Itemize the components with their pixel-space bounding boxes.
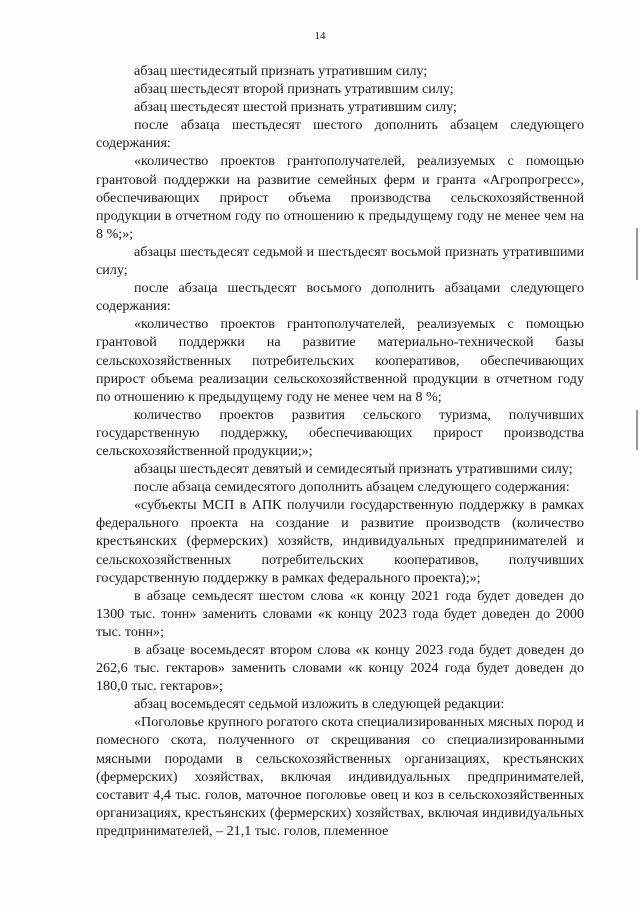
paragraph: абзацы шестьдесят седьмой и шестьдесят восьмой признать утратившими силу;: [96, 243, 584, 279]
paragraph: в абзаце восемьдесят втором слова «к концу 2023 года будет доведен до 262,6 тыс. гектаров» заменить словами «к концу 2024 года будет доведен до 180,0 тыс. гектаров»;: [96, 642, 584, 695]
paragraph: абзац восемьдесят седьмой изложить в следующей редакции:: [134, 696, 505, 713]
paragraph: количество проектов развития сельского туризма, получивших государственную поддержку, обеспечивающих прирост производства сельскохозяйственной продукции;»;: [96, 406, 584, 459]
paragraph: абзац шестьдесят шестой признать утратившим силу;: [134, 99, 457, 116]
paragraph: абзацы шестьдесят девятый и семидесятый признать утратившими силу;: [134, 461, 573, 478]
paragraph: «количество проектов грантополучателей, реализуемых с помощью грантовой поддержки на развитие семейных ферм и гранта «Агропрогресс», обеспечивающих прирост объема производства сельскохозяйственной продукции в отчетном году по отношению к предыдущему году не менее чем на 8 %;»;: [96, 153, 584, 242]
paragraph: после абзаца шестьдесят шестого дополнить абзацем следующего содержания:: [96, 117, 584, 152]
scan-artifact-mark: [636, 410, 638, 450]
paragraph: после абзаца семидесятого дополнить абзацем следующего содержания:: [134, 479, 570, 496]
paragraph: «количество проектов грантополучателей, реализуемых с помощью грантовой поддержки на развитие материально-технической базы сельскохозяйственных потребительских кооперативов, обеспечивающих прирост объема реализации сельскохозяйственной продукции в отчетном году по отношению к предыдущему году не менее чем на 8 %;: [96, 316, 584, 405]
paragraph: «субъекты МСП в АПК получили государственную поддержку в рамках федерального проекта на создание и развитие производств (количество крестьянских (фермерских) хозяйств, индивидуальных предпринимателей и сельскохозяйственных потребительских кооперативов, получивших государственную поддержку в рамках федерального проекта);»;: [96, 497, 584, 586]
paragraph: после абзаца шестьдесят восьмого дополнить абзацами следующего содержания:: [96, 280, 584, 315]
page-number: 14: [314, 30, 326, 42]
document-body: [96, 62, 584, 840]
paragraph: абзац шестьдесят второй признать утратившим силу;: [134, 81, 454, 98]
paragraph: «Поголовье крупного рогатого скота специализированных мясных пород и помесного скота, полученного от скрещивания со специализированными мясными породами в сельскохозяйственных организациях, крестьянских (фермерских) хозяйствах, включая индивидуальных предпринимателей, составит 4,4 тыс. голов, маточное поголовье овец и коз в сельскохозяйственных организациях, крестьянских (фермерских) хозяйствах, включая индивидуальных предпринимателей, – 21,1 тыс. голов, племенное: [96, 714, 584, 839]
scan-artifact-mark: [636, 228, 638, 280]
paragraph: абзац шестидесятый признать утратившим силу;: [134, 63, 428, 79]
paragraph: в абзаце семьдесят шестом слова «к концу 2021 года будет доведен до 1300 тыс. тонн» заменить словами «к концу 2023 года будет доведен до 2000 тыс. тонн»;: [96, 587, 584, 640]
